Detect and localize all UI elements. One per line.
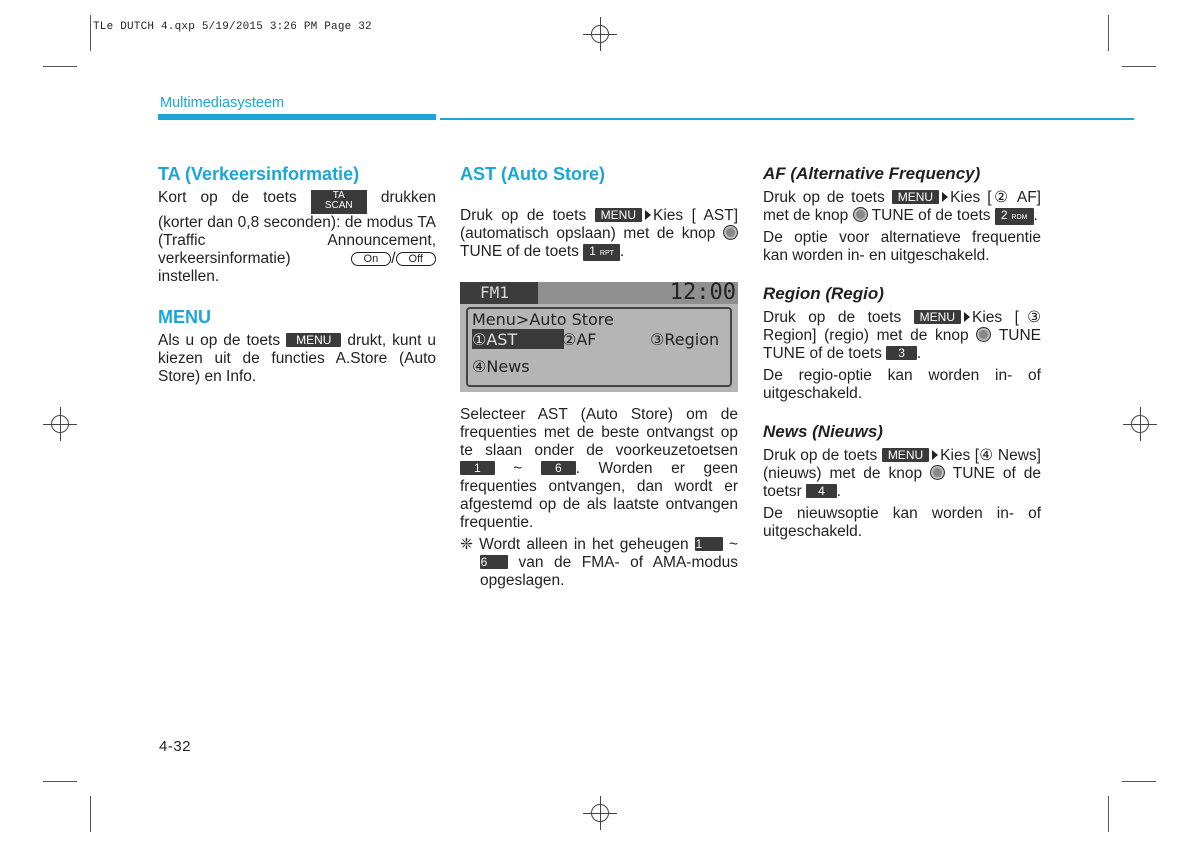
arrow-right-icon [942,192,948,202]
preset-key-3: 3 [886,346,917,360]
rpt-key [583,244,620,261]
af-paragraph-2: De optie voor alternatieve frequentie kan worden in- en uitgeschakeld. [763,229,1041,264]
news-paragraph-1 [763,447,1041,501]
display-option-af: ②AF [562,330,597,349]
column-middle [460,165,738,261]
ast-text-5: Selecteer AST (Auto Store) om de frequenties met de beste ontvangst op te slaan onder de voorkeuzetoetsen [460,406,738,459]
af-text-1: Druk op de toets [763,189,885,206]
arrow-right-icon [645,210,651,220]
af-heading: AF (Alternative Frequency) [763,164,981,183]
note-symbol-icon: ❈ [460,536,473,553]
on-button: On [351,252,392,266]
arrow-right-icon [964,312,970,322]
print-slug: TLe DUTCH 4.qxp 5/19/2015 3:26 PM Page 32 [93,21,372,33]
news-menu-key: MENU [882,448,929,462]
af-text-3: AF] met de knop [763,189,1041,224]
display-clock: 12:00 [669,280,736,305]
tune-knob-icon [853,207,868,222]
news-text-3: News] (nieuws) met de knop [763,447,1041,482]
preset-key-4: 4 [806,484,837,498]
display-option-ast: ①AST [472,330,518,349]
note-tilde: ~ [728,536,739,553]
column-middle-lower [460,406,738,590]
rdm-key-number: 2 [1000,208,1008,222]
region-text-3: Region] (regio) met de knop [763,327,969,344]
region-paragraph-2: De regio-optie kan worden in- of uitgeschakeld. [763,367,1041,402]
registration-mark [1123,407,1157,441]
menu-paragraph [158,332,436,386]
news-heading: News (Nieuws) [763,422,883,441]
ast-menu-key: MENU [595,208,642,222]
radio-display [460,282,738,392]
region-text-6: . [916,345,922,362]
ast-note [460,536,738,590]
crop-mark [43,66,77,67]
region-text-5: TUNE of de toets [763,345,882,362]
preset-key-1: 1 [460,461,495,475]
on-off-separator: / [391,250,396,267]
ast-note-text-2: van de FMA- of AMA-modus opgeslagen. [480,554,738,589]
ast-text-3: TUNE of de toets [460,243,579,260]
news-text-4: TUNE [952,465,995,482]
ast-text-1: Druk op de toets [460,207,587,224]
registration-mark [43,407,77,441]
ta-scan-key [311,190,367,214]
tilde: ~ [513,460,523,477]
ast-paragraph-2 [460,406,738,532]
tune-knob-icon [723,225,738,240]
ta-key-top: TA [332,190,345,201]
note-key-1: 1 [695,537,723,551]
tune-knob-icon [976,327,991,342]
af-text-4: TUNE of de toets [871,207,991,224]
ast-text-6: . Worden er geen frequenties ontvangen, dan wordt er afgestemd op de als laatste ontvangen frequentie. [460,460,739,531]
header-rule-thick [158,114,436,120]
crop-mark [90,796,91,832]
rpt-key-label: RPT [599,250,614,257]
ta-paragraph [158,189,436,286]
ta-text-1: Kort op de toets [158,189,297,206]
rpt-key-number: 1 [589,244,596,258]
ast-text-4: . [619,243,625,260]
crop-mark [1122,66,1156,67]
registration-mark [583,796,617,830]
ta-heading: TA (Verkeersinformatie) [158,164,360,184]
display-menu-panel [466,307,732,387]
region-menu-key: MENU [914,310,961,324]
news-text-6: . [836,483,842,500]
header-rule-thin [440,118,1134,120]
display-menu-path: Menu>Auto Store [472,310,614,329]
af-text-2: Kies [② [950,189,1011,206]
section-header: Multimediasysteem [160,95,285,111]
column-right [763,165,1041,541]
note-key-6: 6 [480,555,508,569]
tune-knob-icon [930,465,945,480]
column-left [158,165,436,386]
display-option-region: ③Region [650,330,720,349]
af-text-5: . [1033,207,1038,224]
af-paragraph-1 [763,189,1041,225]
news-text-2: Kies [④ [940,447,994,464]
menu-key: MENU [286,333,341,347]
display-band: FM1 [460,282,538,304]
region-text-4: TUNE [998,327,1042,344]
menu-text-2: drukt, kunt u kiezen uit de functies A.Store (Auto Store) en Info. [158,332,437,385]
ta-key-bottom: SCAN [324,200,353,211]
arrow-right-icon [932,450,938,460]
crop-mark [1122,781,1156,782]
ast-paragraph-1 [460,207,738,261]
preset-key-6: 6 [541,461,576,475]
crop-mark [43,781,77,782]
news-text-1: Druk op de toets [763,447,878,464]
region-heading: Region (Regio) [763,284,884,303]
news-paragraph-2: De nieuwsoptie kan worden in- of uitgeschakeld. [763,505,1041,540]
menu-heading: MENU [158,307,211,327]
af-menu-key: MENU [892,190,939,204]
registration-mark [583,17,617,51]
region-text-1: Druk op de toets [763,309,902,326]
ta-text-3: instellen. [158,268,220,285]
page-number: 4-32 [159,738,192,755]
ast-heading: AST (Auto Store) [460,164,605,184]
off-button: Off [396,252,436,266]
menu-text-1: Als u op de toets [158,332,281,349]
region-paragraph-1 [763,309,1041,363]
region-text-2: Kies [③ [972,309,1041,326]
rdm-key [995,208,1034,225]
crop-mark [1108,796,1109,832]
ast-note-text-1: Wordt alleen in het geheugen [479,536,689,553]
rdm-key-label: RDM [1011,214,1028,221]
crop-mark [90,15,91,51]
crop-mark [1108,15,1109,51]
ta-text-2: drukken (korter dan 0,8 seconden): de modus TA (Traffic Announcement, verkeersinformatie) [158,189,437,267]
news-text-5: of de toetsr [763,465,1042,500]
display-option-news: ④News [472,357,530,376]
ast-text-2: Kies [ AST] (automatisch opslaan) met de knop [460,207,738,242]
